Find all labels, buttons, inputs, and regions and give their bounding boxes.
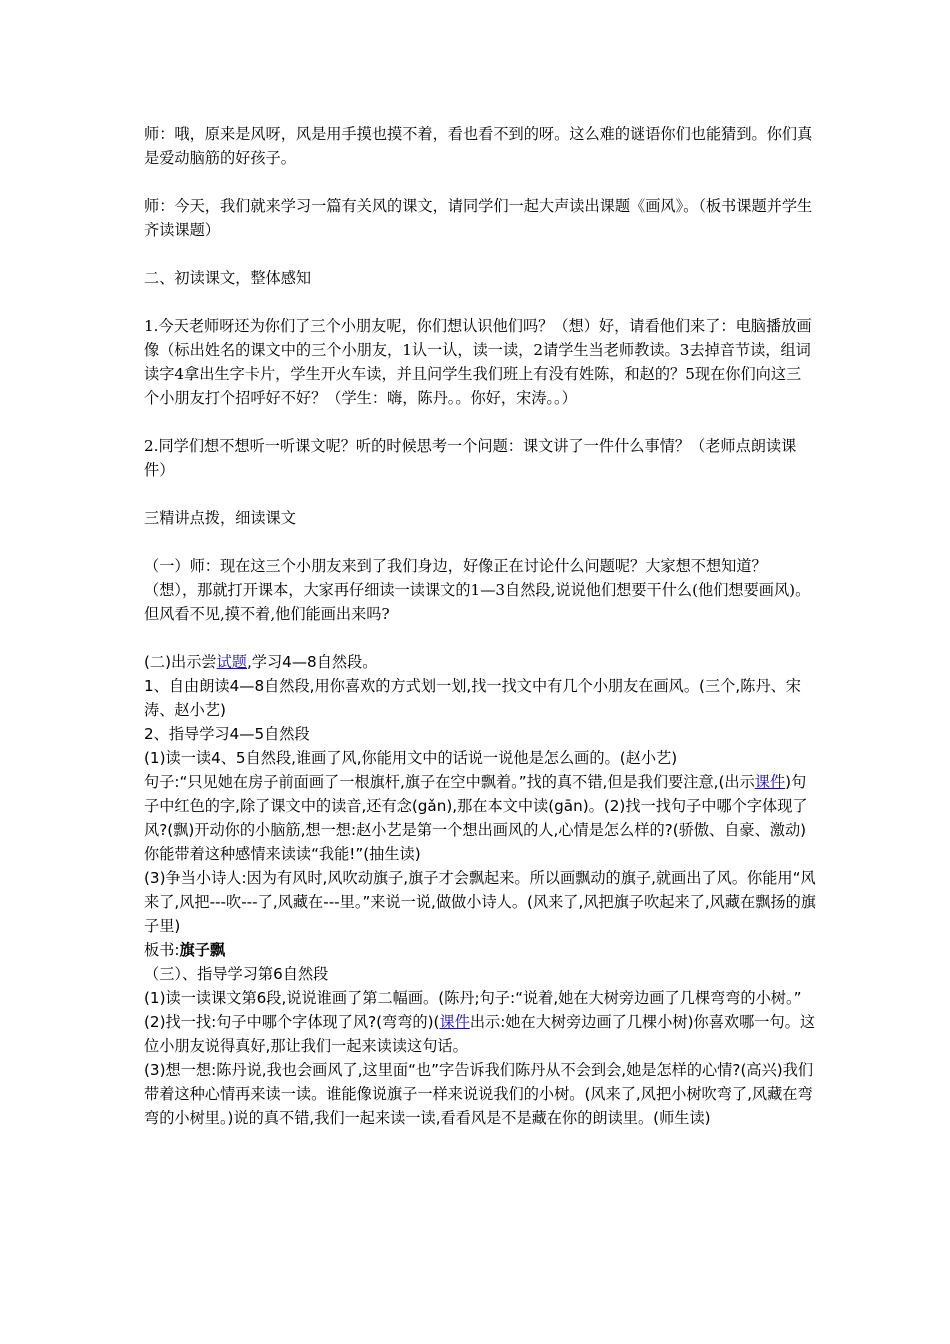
paragraph-teacher-riddle: 师：哦，原来是风呀，风是用手摸也摸不着，看也看不到的呀。这么难的谜语你们也能猜到。你们真是爱动脑筋的好孩子。	[144, 125, 813, 167]
paragraph-free-reading: 1、自由朗读4—8自然段,用你喜欢的方式划一划,找一找文中有几个小朋友在画风。(三个,陈丹、宋涛、赵小艺)	[144, 677, 801, 719]
paragraph-listen-text: 2.同学们想不想听一听课文呢？听的时候思考一个问题：课文讲了一件什么事情？（老师点朗读课件）	[144, 437, 797, 479]
text-fragment: 出示:她在大树旁边画了几棵小树)你喜欢哪一句。这位小朋友说得真好,那让我们一起来读读这句话。	[144, 1013, 816, 1055]
link-courseware[interactable]: 课件	[754, 773, 786, 791]
paragraph-part-one: （一）师：现在这三个小朋友来到了我们身边，好像正在讨论什么问题呢？大家想不想知道？（想），那就打开课本，大家再仔细读一读课文的1—3自然段,说说他们想要干什么(他们想要画风)。但风看不见,摸不着,他们能画出来吗?	[144, 557, 811, 623]
paragraph-part-two-title	[144, 650, 816, 674]
paragraph-board-writing	[144, 938, 816, 962]
paragraph-teacher-intro: 师：今天，我们就来学习一篇有关风的课文，请同学们一起大声读出课题《画风》。（板书课题并学生齐读课题）	[144, 197, 813, 239]
section-heading-first-reading: 二、初读课文，整体感知	[144, 269, 312, 287]
board-writing-flag: 旗子飘	[179, 941, 226, 959]
link-test-questions[interactable]: 试题	[216, 653, 247, 671]
text-fragment: (2)找一找:句子中哪个字体现了风?(弯弯的)(	[144, 1013, 440, 1031]
text-fragment: (二)出示尝	[144, 653, 217, 671]
paragraph-meet-friends: 1.今天老师呀还为你们了三个小朋友呢，你们想认识他们吗？（想）好，请看他们来了：电脑播放画像（标出姓名的课文中的三个小朋友，1认一认，读一读，2请学生当老师教读。3去掉音节读，组词读字4拿出生字卡片，学生开火车读，并且问学生我们班上有没有姓陈，和赵的？5现在你们向这三个小朋友打个招呼好不好？（学生：嗨，陈丹。。你好，宋涛。。）	[144, 317, 812, 407]
paragraph-little-poet: (3)争当小诗人:因为有风时,风吹动旗子,旗子才会飘起来。所以画飘动的旗子,就画出了风。你能用“风来了,风把---吹---了,风藏在---里。”来说一说,做做小诗人。(风来了,风把旗子吹起来了,风藏在飘扬的旗子里)	[144, 869, 816, 935]
document-body	[144, 122, 816, 1130]
section-heading-close-reading: 三精讲点拨，细读课文	[144, 509, 296, 527]
paragraph-think-chen-dan: (3)想一想:陈丹说,我也会画风了,这里面“也”字告诉我们陈丹从不会到会,她是怎样的心情?(高兴)我们带着这种心情再来读一读。谁能像说旗子一样来说说我们的小树。(风来了,风把小树吹弯了,风藏在弯弯的小树里。)说的真不错,我们一起来读一读,看看风是不是藏在你的朗读里。(师生读)	[144, 1061, 814, 1127]
paragraph-read-4-5: (1)读一读4、5自然段,谁画了风,你能用文中的话说一说他是怎么画的。(赵小艺)	[144, 749, 678, 767]
paragraph-part-three-title: （三）、指导学习第6自然段	[144, 965, 329, 983]
text-fragment: )句子中红色的字,除了课文中的读音,还有念(gǎn),那在本文中读(gān)。(2)找一找句子中哪个字体现了风?(飘)开动你的小脑筋,想一想:赵小艺是第一个想出画风的人,心情是怎么样的?(骄傲、自豪、激动)你能带着这种感情来读读“我能!”(抽生读)	[144, 773, 808, 863]
paragraph-read-6: (1)读一读课文第6段,说说谁画了第二幅画。(陈丹;句子:“说着,她在大树旁边画了几棵弯弯的小树。”	[144, 989, 802, 1007]
text-fragment: 句子:“只见她在房子前面画了一根旗杆,旗子在空中飘着。”找的真不错,但是我们要注意,(出示	[144, 773, 755, 791]
text-fragment: ,学习4—8自然段。	[246, 653, 378, 671]
link-courseware-2[interactable]: 课件	[439, 1013, 470, 1031]
paragraph-sentence-flag	[144, 770, 816, 866]
paragraph-guide-4-5: 2、指导学习4—5自然段	[144, 725, 310, 743]
paragraph-find-wind-word	[144, 1010, 816, 1058]
text-fragment: 板书:	[144, 941, 180, 959]
